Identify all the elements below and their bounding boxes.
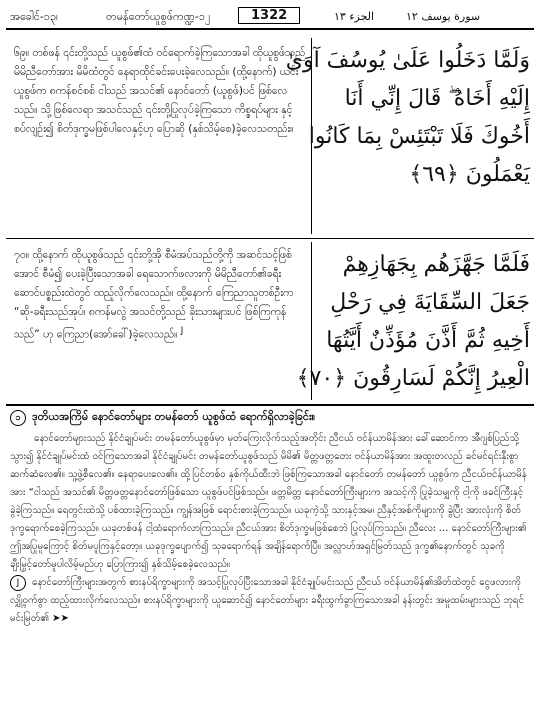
commentary-paragraph: နောင်တော်များသည် နိုင်ငံချုပ်မင်း တမန်တော်ယူစွဖ်မှာ မှတ်ကြေးလိုက်သည့်အတိုင်း ညီငယ် ဗင်န်ယာမိန်အား ခေါ်ဆောင်ကာ အီဂျစ်ပြည်သို့ သွား၍ နိုင်ငံချုပ်မင်းထံ ဝင်ကြသောအခါ နိုင်ငံချုပ်မင်း တမန်တော်ယူစွဖ်သည် မိမိ၏ မိတ္တဖတ္တတေး ဗင်န်ယာမိန်အား အထူးတလည် ခင်မင်ရင်းနှီးစွာ ဆက်ဆံလေ၏။ သူ့ဖွဲ့စီလေ၏။ နေရာပေးလေ၏။ ထို့ပြင်တစ်ဝ နှစ်ကိုယ်ထီးဘဲ ဖြစ်ကြသောအခါ နောင်တော် တမန်တော် ယူစွဖ်က ညီငယ်ဗင်န်ယာမိန်အား “ငါသည် အသင်၏ မိတ္တဖတ္တနောင်တော်ဖြစ်သော ယူစွဖ်ပင်ဖြစ်သည်။ ဖတ္တမိတ္တ နောင်တော်ကြီးများက အသင့်ကို ပြုခဲ့သမျှကို ငါ့ကို ဖခင်ကြီးနှင့် ခွဲခဲ့ကြသည်။ ရေတွင်းထဲသို့ ပစ်ထားခဲ့ကြသည်။ ကျွန်အဖြစ် ရောင်းစားခဲ့ကြသည်။ ယခုကဲ့သို့ သားနှင့်အမ၊ ညီနှင့်အစ်ကိုများကို ခွဲပြီး အားလုံးကို စိတ်ဒုက္ခရောက်စေခဲ့ကြသည်။ ယခုတစ်ဖန် ငါ့ထံရောက်လာကြသည်။ ညီငယ်အား စိတ်ဒုက္ခမဖြစ်စေဘဲ ပြုလုပ်ကြသည်။ ညီလေး … နောင်တော်ကြီးများ၏ ဤအပြုမူကြောင့် စိတ်မပူကြနှင့်တော့။ ယခုဒုက္ခပျောက်၍ သုခရောက်ရန် အချိန်ရောက်ပြီ။ အလ္လာဟ်အရှင်မြတ်သည် ဒုက္ခ၏နောက်တွင် သုခကို ချီးမြှင့်တော်မူပါလိမ့်မည်ဟု ပြောကြား၍ နှစ်သိမ့်စေခဲ့လေသည်။ (10, 433, 527, 570)
quran-page (6, 6, 534, 706)
verse-69-arabic (285, 42, 530, 194)
section-marker: ၁ (10, 410, 26, 426)
verse-70-block (6, 242, 534, 400)
commentary (10, 430, 530, 628)
commentary-paragraph-2 (10, 574, 530, 628)
footnote-2-text: နောင်တော်ကြီးများအတွက် စားနပ်ရိက္ခာများကို အသင့်ပြုလုပ်ပြီးသောအခါ နိုင်ငံချုပ်မင်းသည် ညီငယ် ဗင်န်ယာမိန်၏အိတ်ထဲတွင် ငွေဖလားကို လျှို့ဝှက်စွာ ထည့်ထားလိုက်လေသည်။ စားနပ်ရိက္ခာများကို ယူဆောင်၍ နောင်တော်များ ခရီးထွက်ခွာကြသောအခါ နန်းတွင်း အမှုထမ်းများသည် ဘုရင်မင်းမြတ်၏ (10, 577, 524, 624)
verse-70-text: ၇၀။ ထို့နောက် ထိုယူစွဖ်သည် ၎င်းတို့အို စီမံအပ်သည်တို့ကို အဆင်သင့်ဖြစ်အောင် စီမံ၍ ပေးခဲ့ပြီးသောအခါ ရေသောက်ဖလားကို မိမိညီတော်၏ခရီးဆောင်ပစ္စည်းထဲတွင် ထည့်လိုက်လေသည်။ ထို့နောက် ကြေညာသူတစ်ဦးက “ဆို-ခရီးသည်အုပ်၊ ၈ကန်မလွဲ အသင်တို့သည် ခိုးသားများပင် ဖြစ်ကြကုန်သည်” ဟု ကြေညာ(အော်ခေါ်)ခဲ့လေသည်။ (14, 249, 294, 341)
arabic-line: يَعْمَلُونَ ﴿٦٩﴾ (409, 162, 530, 187)
arabic-line: جَعَلَ السِّقَايَةَ فِي رَحْلِ (330, 290, 530, 315)
footnote-marker: J (180, 326, 184, 336)
page-number: 1322 (238, 7, 300, 24)
verse-69-block (6, 38, 534, 234)
verse-69-text: ၆၉။ တစ်ဖန် ၎င်းတို့သည် ယူစွဖ်၏ထံ ဝင်ရောက်ခဲ့ကြသောအခါ ထိုယူစွဖ်သည် မိမိညီတော်အား မိမိထံတွင် နေရာထိုင်ခင်းပေးခဲ့လေသည်။ (ထို့နောက်) ယင်းယူစွဖ်က ၈ကန်စင်စစ် ငါသည် အသင်၏ နောင်တော် (ယူစွဖ်)ပင် ဖြစ်လေသည်။ သို့ဖြစ်လေရာ အသင်သည် ၎င်းတို့ပြုလုပ်ခဲ့ကြသော ကိစ္စရပ်များ နှင့်စပ်လျဉ်း၍ စိတ်ဒုက္ခမဖြစ်ပါလေနှင့်ဟု ပြောဆို (နှစ်သိမ့်စေ)ခဲ့လေသတည်း။ (14, 47, 306, 135)
arabic-line: فَلَمَّا جَهَّزَهُم بِجَهَازِهِمْ (342, 252, 530, 277)
arabic-line: أَخُوكَ فَلَا تَبْتَئِسْ بِمَا كَانُوا (308, 124, 530, 149)
verse-70-translation (14, 246, 306, 345)
commentary-divider (6, 404, 534, 406)
continue-arrows: ➤➤ (52, 613, 69, 624)
page-header (6, 6, 534, 30)
footnote-2-marker: J (10, 575, 26, 591)
arabic-line: الْعِيرُ إِنَّكُمْ لَسَارِقُونَ ﴿٧٠﴾ (296, 366, 530, 391)
header-surah: سورة يوسف ١٢ (406, 10, 481, 23)
section-title-text: ဒုတိယအကြိမ် နောင်တော်များ တမန်တော် ယူစွဖ်ထံ ရောက်ရှိလာခဲ့ခြင်း။ (32, 410, 316, 423)
header-chapter: အခေါင်-၁၃၊ (10, 10, 58, 23)
arabic-line: أَخِيهِ ثُمَّ أَذَّنَ مُؤَذِّنٌ أَيَّتُهَا (326, 328, 530, 353)
arabic-line: إِلَيْهِ أَخَاهُ ۖ قَالَ إِنِّي أَنَا (344, 86, 530, 111)
header-section: တမန်တော်ယူစွဖ်ကဏ္ဍ-၁၂ (106, 10, 211, 23)
verse-70-arabic (296, 246, 530, 398)
arabic-line: وَلَمَّا دَخَلُوا عَلَىٰ يُوسُفَ آوَىٰ (285, 48, 530, 73)
verse-69-translation (14, 44, 306, 139)
section-title (10, 410, 315, 426)
verse-divider (6, 238, 534, 239)
header-juz: الجزء ١٣ (334, 10, 375, 23)
